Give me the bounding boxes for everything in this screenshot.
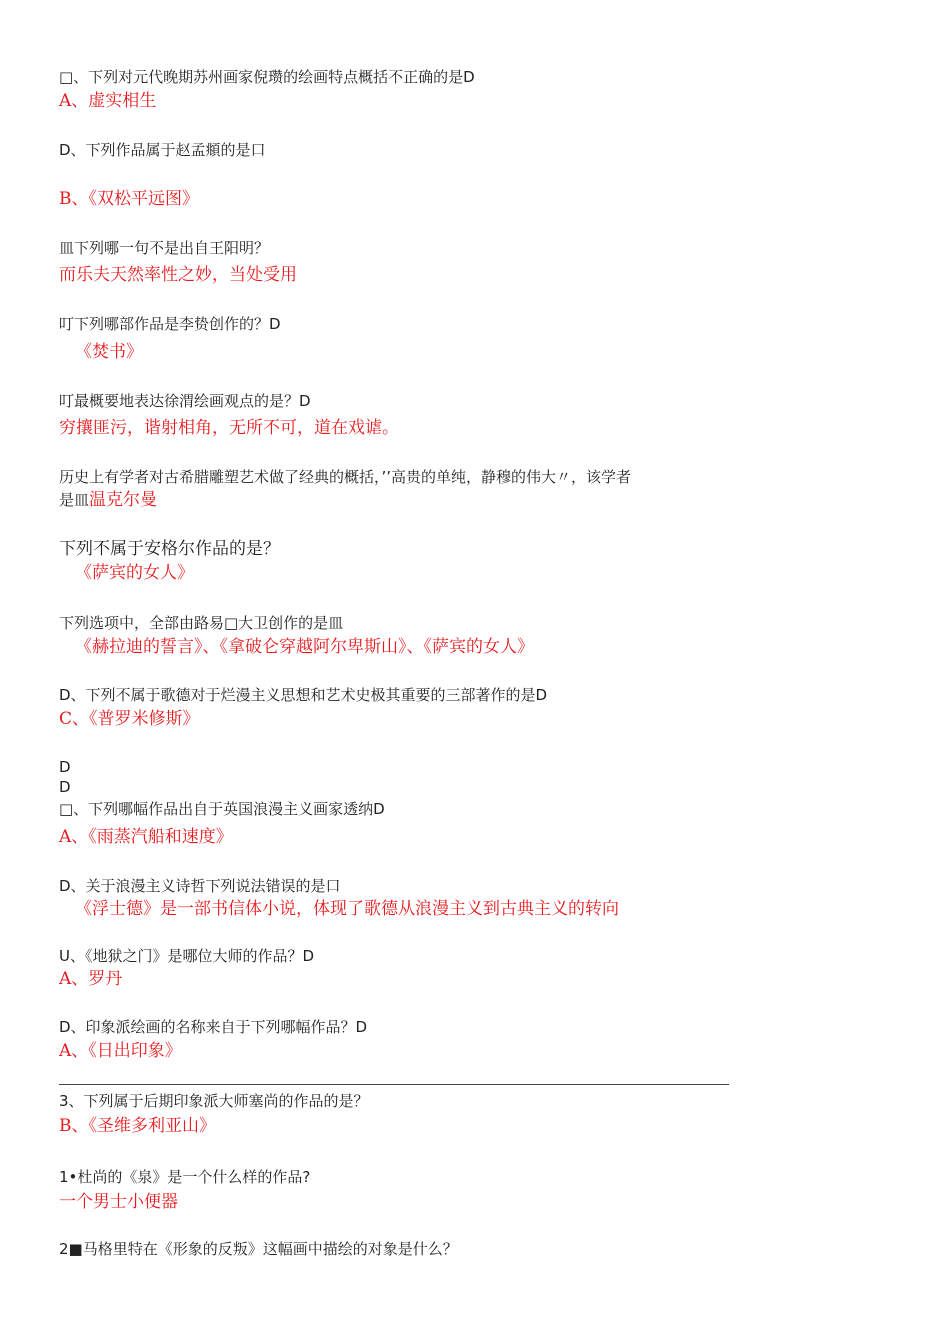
question-8: 下列选项中，全部由路易□大卫创作的是皿 <box>59 614 344 632</box>
question-13: D、印象派绘画的名称来自于下列哪幅作品？D <box>59 1018 368 1036</box>
question-11: D、关于浪漫主义诗哲下列说法错误的是口 <box>59 877 341 895</box>
answer-11: 《浮士德》是一部书信体小说，体现了歌德从浪漫主义到古典主义的转向 <box>75 899 619 919</box>
answer-9: C、《普罗米修斯》 <box>59 709 200 729</box>
answer-4: 《焚书》 <box>75 342 143 362</box>
question-7: 下列不属于安格尔作品的是？ <box>59 539 280 559</box>
answer-3: 而乐夫天然率性之妙，当处受用 <box>59 265 297 285</box>
answer-13: A、《日出印象》 <box>59 1041 182 1061</box>
question-12: U、《地狱之门》是哪位大师的作品？D <box>59 947 315 965</box>
stray-mark-1: D <box>59 758 71 776</box>
question-6-prefix: 是皿 <box>59 491 90 509</box>
question-5: 叮最概要地表达徐渭绘画观点的是？D <box>59 392 311 410</box>
answer-5: 穷攘匪污，谐射相角，无所不可，道在戏谑。 <box>59 418 399 438</box>
question-4: 叮下列哪部作品是李贽创作的？D <box>59 315 281 333</box>
answer-7: 《萨宾的女人》 <box>75 563 194 583</box>
answer-2: B、《双松平远图》 <box>59 189 199 209</box>
question-15: 1•杜尚的《泉》是一个什么样的作品? <box>59 1168 311 1186</box>
question-14: 3、下列属于后期印象派大师塞尚的作品的是？ <box>59 1092 369 1110</box>
answer-8: 《赫拉迪的誓言》、《拿破仑穿越阿尔卑斯山》、《萨宾的女人》 <box>75 637 534 657</box>
answer-6: 温克尔曼 <box>89 490 158 510</box>
question-6-line-2 <box>59 489 157 511</box>
question-1: □、下列对元代晚期苏州画家倪瓒的绘画特点概括不正确的是D <box>59 68 475 86</box>
question-10: □、下列哪幅作品出自于英国浪漫主义画家透纳D <box>59 800 385 818</box>
answer-15: 一个男士小便器 <box>59 1192 178 1212</box>
question-9: D、下列不属于歌德对于烂漫主义思想和艺术史极其重要的三部著作的是D <box>59 686 548 704</box>
question-6: 历史上有学者对古希腊雕塑艺术做了经典的概括，’’高贵的单纯，静穆的伟大〃，该学者 <box>59 468 632 486</box>
answer-10: A、《雨蒸汽船和速度》 <box>59 827 233 847</box>
question-3: 皿下列哪一句不是出自王阳明？ <box>59 239 270 257</box>
horizontal-rule <box>59 1084 729 1085</box>
answer-12: A、罗丹 <box>59 969 123 989</box>
answer-14: B、《圣维多利亚山》 <box>59 1116 216 1136</box>
stray-mark-2: D <box>59 778 71 796</box>
answer-1: A、虚实相生 <box>59 91 157 111</box>
question-2: D、下列作品属于赵孟頫的是口 <box>59 141 266 159</box>
question-16: 2■马格里特在《形象的反叛》这幅画中描绘的对象是什么？ <box>59 1240 458 1258</box>
